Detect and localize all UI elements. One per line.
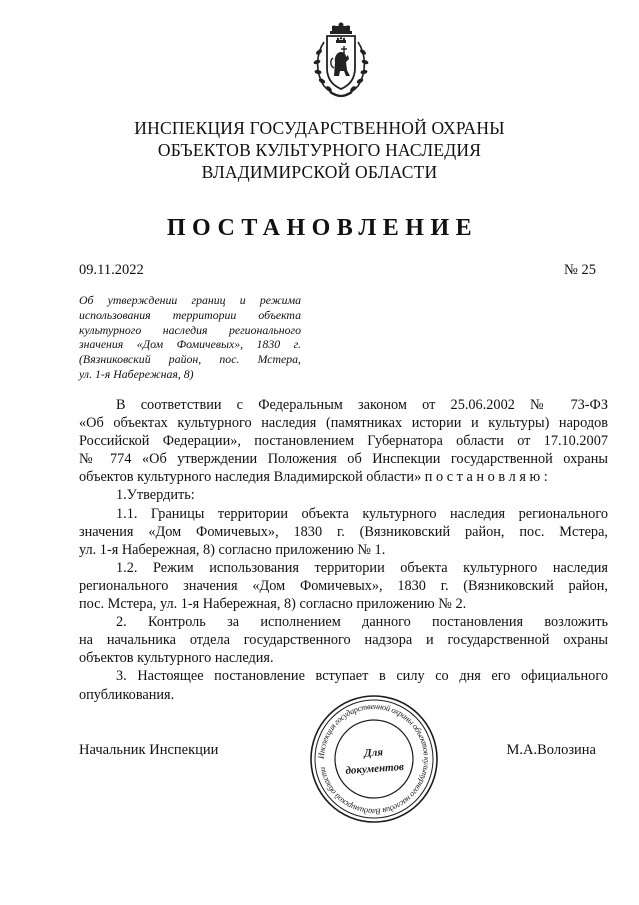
item-1-2-line: пос. Мстера, ул. 1-я Набережная, 8) согласно приложению № 2. [79,596,467,613]
subject-line: культурного наследия регионального [79,322,301,337]
item-2-line: на начальника отдела государственного надзора и государственной охраны [79,632,608,649]
item-3-line: 3. Настоящее постановление вступает в силу со дня его официального [116,668,608,685]
organization-name-line: ОБЪЕКТОВ КУЛЬТУРНОГО НАСЛЕДИЯ [157,140,482,160]
coat-of-arms-icon [310,22,372,100]
subject-line: (Вязниковский район, пос. Мстера, [79,352,301,367]
document-number: № 25 [564,262,596,278]
signatory-position: Начальник Инспекции [79,742,219,758]
stamp-center-line: документов [345,760,405,778]
document-body [79,396,608,704]
body-line: № 774 «Об утверждении Положения об Инспекции государственной охраны [79,451,608,468]
organization-name-line: ИНСПЕКЦИЯ ГОСУДАРСТВЕННОЙ ОХРАНЫ [134,118,505,138]
body-line: Российской Федерации», постановлением Губернатора области от 17.10.2007 [79,433,608,450]
subject-line: ул. 1-я Набережная, 8) [79,366,194,381]
item-1-1-line: значения «Дом Фомичевых», 1830 г. (Вязниковский район, пос. Мстера, [79,523,608,540]
subject-line: Об утверждении границ и режима [79,293,301,307]
item-2-line: 2. Контроль за исполнением данного постановления возложить [116,614,608,631]
item-1-2-line: 1.2. Режим использования территории объекта культурного наследия [116,559,608,576]
official-stamp [308,693,440,825]
stamp-ring-text: Инспекция государственной охраны объектов культурного наследия Владимирской области [316,701,432,817]
item-1-1-line: 1.1. Границы территории объекта культурного наследия регионального [116,505,608,522]
stamp-center-line: Для [363,746,384,760]
organization-name [0,117,639,183]
document-title: ПОСТАНОВЛЕНИЕ [166,215,479,241]
body-line: В соответствии с Федеральным законом от 25.06.2002 № 73-ФЗ [116,397,608,413]
signatory-name: М.А.Волозина [506,742,596,758]
document-subject [79,293,301,382]
body-line: объектов культурного наследия Владимирской области» п о с т а н о в л я ю : [79,469,548,486]
document-date: 09.11.2022 [79,262,144,278]
item-1: 1.Утвердить: [116,487,195,504]
subject-line: значения «Дом Фомичевых», 1830 г. [79,337,301,352]
organization-name-line: ВЛАДИМИРСКОЙ ОБЛАСТИ [201,162,438,182]
item-1-1-line: ул. 1-я Набережная, 8) согласно приложению № 1. [79,541,386,558]
subject-line: использования территории объекта [79,307,301,322]
item-1-2-line: регионального значения «Дом Фомичевых», 1830 г. (Вязниковский район, [79,577,608,594]
body-line: «Об объектах культурного наследия (памятниках истории и культуры) народов [79,415,608,432]
item-2-line: объектов культурного наследия. [79,650,274,667]
item-3-line: опубликования. [79,686,175,703]
